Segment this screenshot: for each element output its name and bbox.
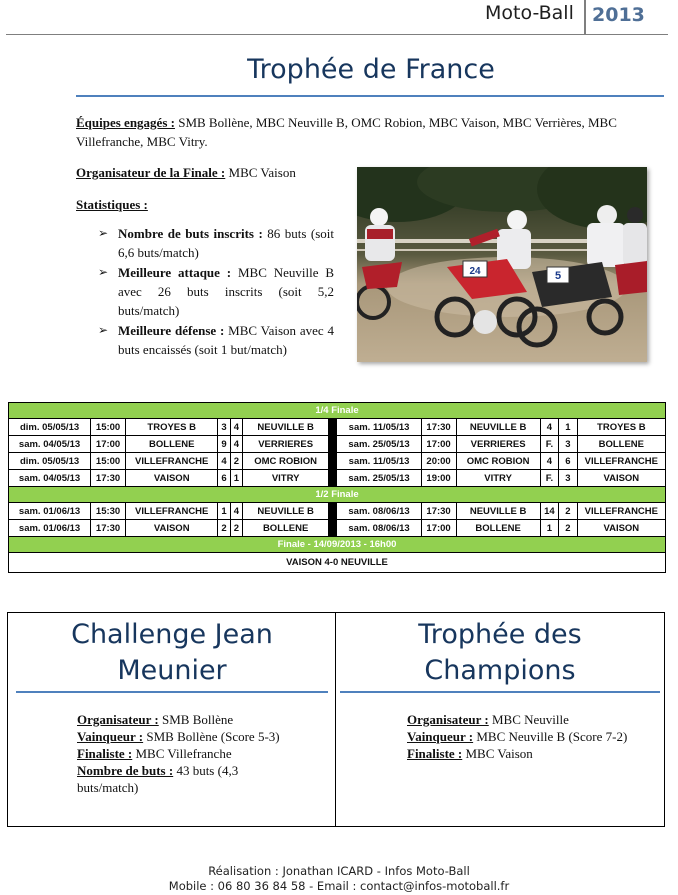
match-row <box>9 470 666 487</box>
second-leg-away-team: VILLEFRANCHE <box>577 503 665 520</box>
first-leg-home-score: 3 <box>218 419 230 436</box>
first-leg-home-team: TROYES B <box>126 419 218 436</box>
first-leg-match-time: 15:00 <box>91 453 126 470</box>
second-leg-away-score: 1 <box>559 419 577 436</box>
first-leg-home-team: VAISON <box>126 470 218 487</box>
second-leg-away-team: VILLEFRANCHE <box>577 453 665 470</box>
organizer-label: Organisateur de la Finale : <box>76 165 226 180</box>
stats-item <box>98 321 334 359</box>
champions-org-value: MBC Neuville <box>491 712 569 727</box>
quarter-final-label: 1/4 Finale <box>9 403 666 419</box>
stats-item-value: MBC Neuville B avec 26 buts inscrits (soit 5,2 buts/match) <box>118 265 335 318</box>
arrow-bullet-icon: ➢ <box>98 226 109 240</box>
first-leg-match-date: dim. 05/05/13 <box>9 419 91 436</box>
arrow-bullet-icon: ➢ <box>98 323 109 337</box>
second-leg-match-time: 19:00 <box>421 470 456 487</box>
photo-number-24: 24 <box>469 266 481 277</box>
motoball-photo <box>357 167 647 362</box>
first-leg-match-date: dim. 05/05/13 <box>9 453 91 470</box>
challenge-title <box>14 617 330 689</box>
first-leg-home-score: 9 <box>218 436 230 453</box>
stats-heading <box>76 195 276 214</box>
second-leg-home-team: OMC ROBION <box>456 453 540 470</box>
second-leg-home-team: NEUVILLE B <box>456 419 540 436</box>
teams-label: Équipes engagés : <box>76 115 175 130</box>
challenge-org-label: Organisateur : <box>77 712 159 727</box>
final-result-row <box>9 553 666 573</box>
second-leg-away-team: TROYES B <box>577 419 665 436</box>
leg-separator <box>329 520 337 537</box>
second-leg-home-team: BOLLENE <box>456 520 540 537</box>
match-row <box>9 520 666 537</box>
quarter-final-header <box>9 403 666 419</box>
champions-title-line2: Champions <box>424 655 576 686</box>
second-leg-match-date: sam. 08/06/13 <box>337 503 421 520</box>
semi-final-header <box>9 487 666 503</box>
match-row <box>9 453 666 470</box>
second-leg-match-time: 17:30 <box>421 419 456 436</box>
second-leg-away-score: 3 <box>559 470 577 487</box>
first-leg-away-team: BOLLENE <box>243 520 329 537</box>
challenge-goals-value-cont: buts/match) <box>77 780 139 795</box>
second-leg-away-score: 2 <box>559 520 577 537</box>
challenge-title-line1: Challenge Jean <box>71 619 273 650</box>
second-leg-home-score: 14 <box>540 503 558 520</box>
champions-title-line1: Trophée des <box>418 619 582 650</box>
first-leg-away-team: VERRIERES <box>243 436 329 453</box>
first-leg-match-date: sam. 01/06/13 <box>9 503 91 520</box>
second-leg-home-score: 4 <box>540 419 558 436</box>
second-leg-match-date: sam. 11/05/13 <box>337 453 421 470</box>
first-leg-home-team: VAISON <box>126 520 218 537</box>
challenge-goals-value: 43 buts (4,3 <box>176 763 239 778</box>
champions-title <box>340 617 660 689</box>
first-leg-home-score: 4 <box>218 453 230 470</box>
first-leg-away-team: NEUVILLE B <box>243 503 329 520</box>
teams-paragraph <box>76 113 666 151</box>
header-year: 2013 <box>592 4 645 26</box>
stats-item-value: 86 buts (soit 6,6 buts/match) <box>118 226 334 260</box>
second-leg-away-score: 2 <box>559 503 577 520</box>
title-rule <box>76 95 664 97</box>
first-leg-away-score: 4 <box>230 436 242 453</box>
second-leg-match-time: 20:00 <box>421 453 456 470</box>
challenge-winner-value: SMB Bollène (Score 5-3) <box>146 729 280 744</box>
first-leg-home-score: 6 <box>218 470 230 487</box>
photo-number-5: 5 <box>554 270 562 282</box>
second-leg-away-score: 6 <box>559 453 577 470</box>
second-leg-home-team: NEUVILLE B <box>456 503 540 520</box>
second-leg-away-team: VAISON <box>577 470 665 487</box>
second-leg-match-date: sam. 08/06/13 <box>337 520 421 537</box>
second-leg-match-time: 17:00 <box>421 520 456 537</box>
page-title: Trophée de France <box>247 54 495 85</box>
organizer-value: MBC Vaison <box>228 165 296 180</box>
header-separator <box>584 0 586 34</box>
leg-separator <box>329 453 337 470</box>
stats-item <box>98 224 334 262</box>
first-leg-match-time: 15:00 <box>91 419 126 436</box>
second-leg-home-score: F. <box>540 470 558 487</box>
challenge-rule <box>16 691 328 693</box>
first-leg-match-date: sam. 04/05/13 <box>9 436 91 453</box>
match-row <box>9 419 666 436</box>
challenge-org-value: SMB Bollène <box>161 712 234 727</box>
champions-finalist-value: MBC Vaison <box>465 746 533 761</box>
challenge-finalist-label: Finaliste : <box>77 746 133 761</box>
first-leg-match-time: 17:30 <box>91 520 126 537</box>
first-leg-home-team: VILLEFRANCHE <box>126 503 218 520</box>
leg-separator <box>329 503 337 520</box>
box-divider <box>335 613 336 826</box>
results-table-body <box>9 403 666 573</box>
organizer-paragraph <box>76 163 356 182</box>
final-result: VAISON 4-0 NEUVILLE <box>9 553 666 573</box>
motoball-photo-illustration <box>357 167 647 362</box>
first-leg-home-team: BOLLENE <box>126 436 218 453</box>
semi-final-header-label: 1/2 Finale <box>9 487 666 503</box>
first-leg-match-date: sam. 04/05/13 <box>9 470 91 487</box>
second-leg-away-score: 3 <box>559 436 577 453</box>
first-leg-away-team: OMC ROBION <box>243 453 329 470</box>
first-leg-away-team: VITRY <box>243 470 329 487</box>
second-leg-away-team: VAISON <box>577 520 665 537</box>
header-rule <box>6 34 668 35</box>
second-leg-match-date: sam. 25/05/13 <box>337 470 421 487</box>
footer <box>0 864 678 894</box>
leg-separator <box>329 470 337 487</box>
challenge-winner-label: Vainqueur : <box>77 729 144 744</box>
first-leg-home-score: 1 <box>218 503 230 520</box>
second-leg-home-score: 1 <box>540 520 558 537</box>
stats-item-label: Nombre de buts inscrits : <box>118 226 263 241</box>
champions-winner-label: Vainqueur : <box>407 729 474 744</box>
first-leg-home-score: 2 <box>218 520 230 537</box>
second-leg-home-team: VITRY <box>456 470 540 487</box>
first-leg-away-score: 2 <box>230 520 242 537</box>
first-leg-home-team: VILLEFRANCHE <box>126 453 218 470</box>
match-row <box>9 503 666 520</box>
first-leg-match-time: 17:30 <box>91 470 126 487</box>
stats-item <box>98 263 334 320</box>
first-leg-away-score: 1 <box>230 470 242 487</box>
stats-list <box>98 224 334 360</box>
challenge-finalist-value: MBC Villefranche <box>135 746 232 761</box>
header-title: Moto-Ball <box>485 2 574 24</box>
teams-value: SMB Bollène, MBC Neuville B, OMC Robion, MBC Vaison, MBC Verrières, MBC Villefranche, MBC Vitry. <box>76 115 617 149</box>
first-leg-away-team: NEUVILLE B <box>243 419 329 436</box>
first-leg-match-time: 15:30 <box>91 503 126 520</box>
champions-winner-value: MBC Neuville B (Score 7-2) <box>476 729 628 744</box>
first-leg-away-score: 4 <box>230 419 242 436</box>
challenge-title-line2: Meunier <box>117 655 227 686</box>
first-leg-match-time: 17:00 <box>91 436 126 453</box>
challenge-details <box>77 711 317 796</box>
second-leg-match-time: 17:30 <box>421 503 456 520</box>
champions-details <box>407 711 663 762</box>
first-leg-away-score: 4 <box>230 503 242 520</box>
match-row <box>9 436 666 453</box>
final-header <box>9 537 666 553</box>
final-header-label: Finale - 14/09/2013 - 16h00 <box>9 537 666 553</box>
second-leg-away-team: BOLLENE <box>577 436 665 453</box>
arrow-bullet-icon: ➢ <box>98 265 109 279</box>
second-leg-home-team: VERRIERES <box>456 436 540 453</box>
stats-item-label: Meilleure attaque : <box>118 265 232 280</box>
stats-item-label: Meilleure défense : <box>118 323 225 338</box>
champions-rule <box>340 691 660 693</box>
second-leg-match-time: 17:00 <box>421 436 456 453</box>
second-leg-home-score: 4 <box>540 453 558 470</box>
second-leg-match-date: sam. 11/05/13 <box>337 419 421 436</box>
leg-separator <box>329 419 337 436</box>
first-leg-match-date: sam. 01/06/13 <box>9 520 91 537</box>
stats-item-value: MBC Vaison avec 4 buts encaissés (soit 1 but/match) <box>118 323 334 357</box>
challenge-goals-label: Nombre de buts : <box>77 763 174 778</box>
second-leg-home-score: F. <box>540 436 558 453</box>
second-leg-match-date: sam. 25/05/13 <box>337 436 421 453</box>
footer-credit: Réalisation : Jonathan ICARD - Infos Moto-Ball <box>208 864 470 878</box>
champions-finalist-label: Finaliste : <box>407 746 463 761</box>
first-leg-away-score: 2 <box>230 453 242 470</box>
footer-contact: Mobile : 06 80 36 84 58 - Email : contact@infos-motoball.fr <box>168 879 510 893</box>
leg-separator <box>329 436 337 453</box>
other-competitions-box <box>7 612 665 827</box>
stats-label: Statistiques : <box>76 197 148 212</box>
champions-org-label: Organisateur : <box>407 712 489 727</box>
results-table <box>8 402 666 573</box>
